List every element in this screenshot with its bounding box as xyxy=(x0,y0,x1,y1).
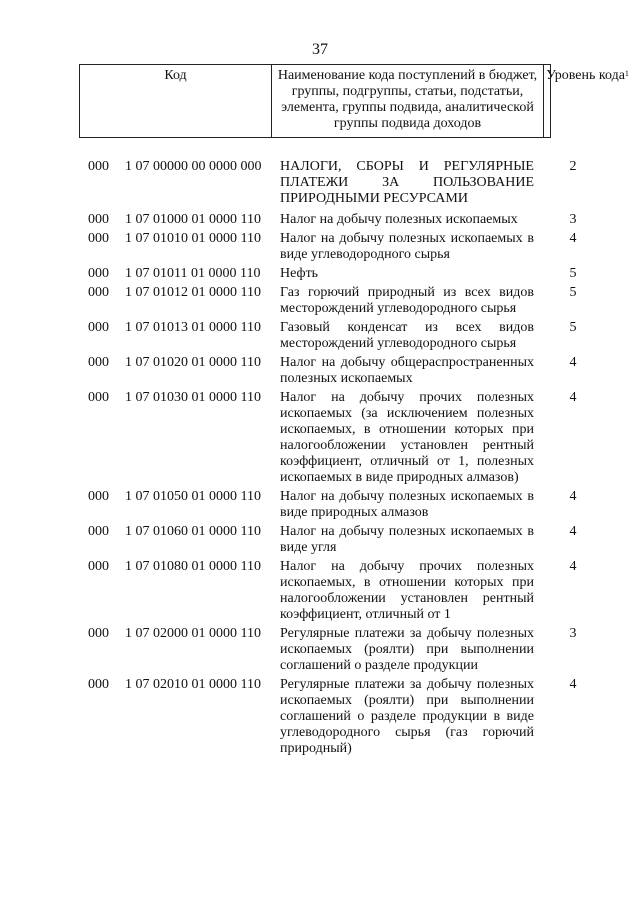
row-level: 4 xyxy=(569,355,577,370)
row-name: Нефть xyxy=(280,266,319,281)
row-name: Налог на добычу общераспространенных полезных ископаемых xyxy=(280,355,534,386)
page-number: 37 xyxy=(312,41,328,58)
row-prefix: 000 xyxy=(88,677,109,692)
row-code: 1 07 00000 00 0000 000 xyxy=(125,159,262,174)
row-level: 4 xyxy=(569,524,577,539)
row-level: 4 xyxy=(569,677,577,692)
row-name: Налог на добычу полезных ископаемых в виде природных алмазов xyxy=(280,489,534,520)
row-code: 1 07 01000 01 0000 110 xyxy=(125,212,261,227)
table-row xyxy=(0,159,640,207)
row-name: Регулярные платежи за добычу полезных ископаемых (роялти) при выполнении соглашений о разделе продукции xyxy=(280,626,534,673)
table-row xyxy=(0,626,640,674)
row-name: Налог на добычу полезных ископаемых в виде углеводородного сырья xyxy=(280,231,534,262)
row-prefix: 000 xyxy=(88,489,109,504)
header-name-label: Наименование кода поступлений в бюджет, группы, подгруппы, статьи, подстатьи, элемента, группы подвида, аналитической группы подвида доходов xyxy=(277,68,538,131)
table-row xyxy=(0,677,640,757)
row-prefix: 000 xyxy=(88,626,109,641)
row-prefix: 000 xyxy=(88,231,109,246)
row-code: 1 07 01010 01 0000 110 xyxy=(125,231,261,246)
row-code: 1 07 01080 01 0000 110 xyxy=(125,559,261,574)
table-row xyxy=(0,390,640,486)
row-name: Газовый конденсат из всех видов месторождений углеводородного сырья xyxy=(280,320,534,351)
row-prefix: 000 xyxy=(88,212,109,227)
header-level xyxy=(543,65,631,137)
row-code: 1 07 01020 01 0000 110 xyxy=(125,355,261,370)
row-name: Газ горючий природный из всех видов месторождений углеводородного сырья xyxy=(280,285,534,316)
row-level: 4 xyxy=(569,390,577,405)
row-prefix: 000 xyxy=(88,390,109,405)
row-code: 1 07 01050 01 0000 110 xyxy=(125,489,261,504)
table-row xyxy=(0,524,640,556)
row-code: 1 07 01011 01 0000 110 xyxy=(125,266,261,281)
row-name: Регулярные платежи за добычу полезных ископаемых (роялти) при выполнении соглашений о разделе продукции в виде углеводородного сырья (газ горючий природный) xyxy=(280,677,534,756)
header-level-label: Уровень кода xyxy=(546,68,625,83)
row-prefix: 000 xyxy=(88,524,109,539)
row-name: НАЛОГИ, СБОРЫ И РЕГУЛЯРНЫЕ ПЛАТЕЖИ ЗА ПОЛЬЗОВАНИЕ ПРИРОДНЫМИ РЕСУРСАМИ xyxy=(280,159,534,206)
table-row xyxy=(0,320,640,352)
row-name: Налог на добычу прочих полезных ископаемых, в отношении которых при налогообложении установлен рентный коэффициент, отличный от 1 xyxy=(280,559,534,622)
header-code xyxy=(80,65,272,137)
table-row xyxy=(0,285,640,317)
row-level: 5 xyxy=(569,285,577,300)
row-level: 5 xyxy=(569,320,577,335)
row-prefix: 000 xyxy=(88,266,109,281)
row-code: 1 07 02000 01 0000 110 xyxy=(125,626,261,641)
row-code: 1 07 01013 01 0000 110 xyxy=(125,320,261,335)
row-name: Налог на добычу прочих полезных ископаемых (за исключением полезных ископаемых, в отношении которых при налогообложении установлен рентный коэффициент, отличный от 1, полезных ископаемых в виде природных алмазов) xyxy=(280,390,534,485)
row-code: 1 07 02010 01 0000 110 xyxy=(125,677,261,692)
row-level: 5 xyxy=(569,266,577,281)
row-prefix: 000 xyxy=(88,559,109,574)
row-prefix: 000 xyxy=(88,355,109,370)
row-name: Налог на добычу полезных ископаемых в виде угля xyxy=(280,524,534,555)
header-level-footnote: 1 xyxy=(624,69,629,78)
row-code: 1 07 01012 01 0000 110 xyxy=(125,285,261,300)
row-level: 3 xyxy=(569,626,577,641)
row-level: 4 xyxy=(569,489,577,504)
row-code: 1 07 01060 01 0000 110 xyxy=(125,524,261,539)
row-prefix: 000 xyxy=(88,320,109,335)
header-name xyxy=(272,65,543,137)
row-level: 4 xyxy=(569,559,577,574)
row-level: 2 xyxy=(569,159,577,174)
table-row xyxy=(0,231,640,263)
row-code: 1 07 01030 01 0000 110 xyxy=(125,390,261,405)
table-row xyxy=(0,489,640,521)
row-prefix: 000 xyxy=(88,159,109,174)
row-name: Налог на добычу полезных ископаемых xyxy=(280,212,518,227)
table-row xyxy=(0,212,640,228)
row-prefix: 000 xyxy=(88,285,109,300)
table-row xyxy=(0,559,640,623)
row-level: 4 xyxy=(569,231,577,246)
table-row xyxy=(0,266,640,282)
table-header xyxy=(79,64,629,138)
table-body xyxy=(0,159,640,760)
row-level: 3 xyxy=(569,212,577,227)
header-code-label: Код xyxy=(164,68,187,83)
table-row xyxy=(0,355,640,387)
